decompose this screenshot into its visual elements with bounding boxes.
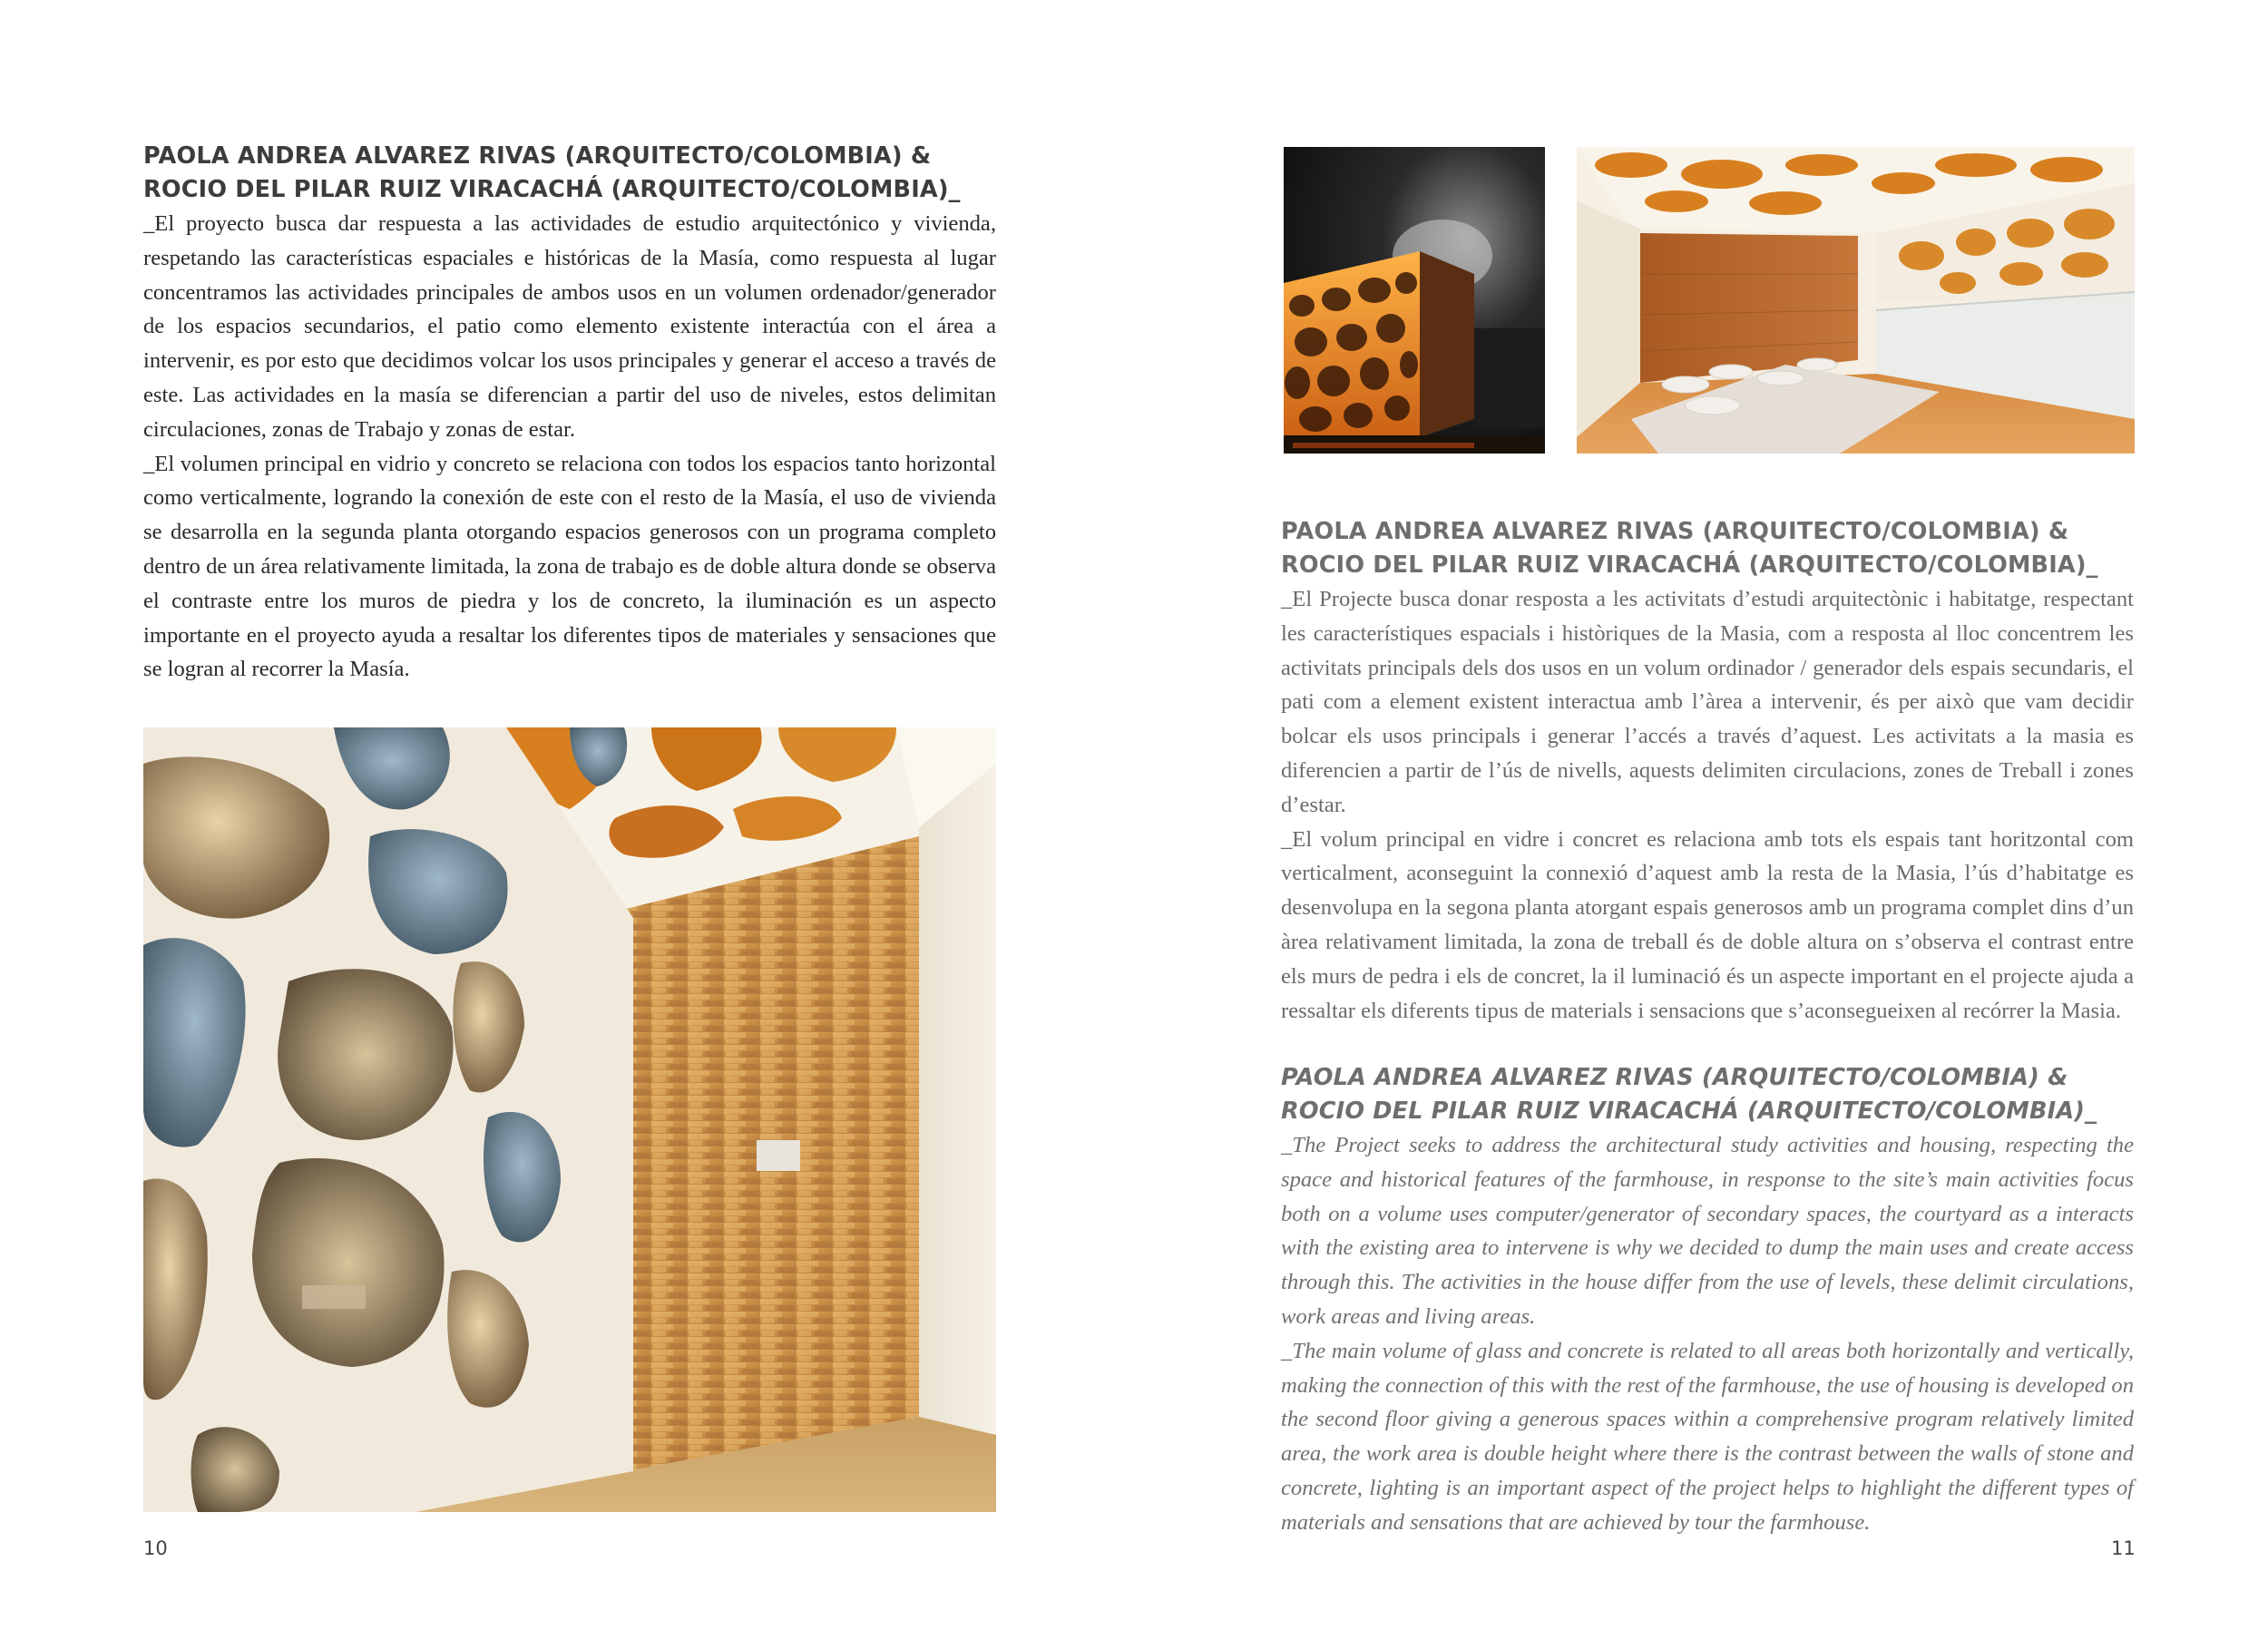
bedroom-interior-render (1577, 147, 2135, 454)
night-exterior-render (1284, 147, 1545, 454)
interior-corridor-render (143, 727, 996, 1512)
bedroom-render-illustration (1577, 147, 2135, 454)
spanish-text-block (143, 140, 996, 687)
catalan-paragraph-1: _El Projecte busca donar resposta a les activitats d’estudi arquitectònic i habitatge, respectant les característiques espacials i històriques de la Masia, com a resposta al lloc concentrem les activitats principals dels dos usos en un volum ordinador / generador dels espais secundaris, el pati com a element existent interactua amb l’àrea a intervenir, és per això que vam decidir bolcar els usos principals i generar l’accés a través d’aquest. Les activitats a la masia es diferencien a partir de l’ús de nivells, aquests delimiten circulacions, zones de Treball i zones d’estar. (1281, 587, 2134, 817)
catalan-body (1281, 582, 2134, 1028)
catalan-paragraph-2: _El volum principal en vidre i concret es relaciona amb tots els espais tant horitzontal com verticalment, aconseguint la connexió d’aquest amb la resta de la Masia, l’ús d’habitatge es desenvolupa en la segona planta atorgant espais generosos amb un programa complet dins d’un àrea relativament limitada, la zona de treball és de doble altura on s’observa el contrast entre els murs de pedra i els de concret, la il luminació és un aspecte important en el projecte ajuda a ressaltar els diferents tipus de materials i sensacions que s’aconsegueixen al recórrer la Masia. (1281, 826, 2134, 1023)
page-number-left: 10 (143, 1537, 168, 1559)
spanish-paragraph-2: _El volumen principal en vidrio y concreto se relaciona con todos los espacios tanto horizontal como verticalmente, logrando la conexión de este con el resto de la Masía, el uso de vivienda se desarrolla en la segunda planta otorgando espacios generosos con un programa completo dentro de un área relativamente limitada, la zona de trabajo es de doble altura donde se observa el contraste entre los muros de piedra y los de concreto, la iluminación es un aspecto importante en el proyecto ayuda a resaltar los diferentes tipos de materiales y sensaciones que se logran al recorrer la Masía. (143, 451, 996, 682)
spanish-heading: PAOLA ANDREA ALVAREZ RIVAS (ARQUITECTO/COLOMBIA) & ROCIO DEL PILAR RUIZ VIRACACHÁ (ARQUITECTO/COLOMBIA)_ (143, 142, 961, 203)
spanish-paragraph-1: _El proyecto busca dar respuesta a las actividades de estudio arquitectónico y vivienda, respetando las características espaciales e históricas de la Masía, como respuesta al lugar concentramos las actividades principales de ambos usos en un volumen ordenador/generador de los espacios secundarios, el patio como elemento existente interactúa con el área a intervenir, es por esto que decidimos volcar los usos principales y generar el acceso a través de este. Las actividades en la masía se diferencian a partir del uso de niveles, estos delimitan circulaciones, zonas de Trabajo y zonas de estar. (143, 211, 996, 442)
night-exterior-illustration (1284, 147, 1545, 454)
english-paragraph-1: _The Project seeks to address the architectural study activities and housing, respecting the space and historical features of the farmhouse, in response to the site’s main activities focus both on a volume uses computer/generator of secondary spaces, the courtyard as a interacts with the existing area to intervene is why we decided to dump the main uses and create access through this. The activities in the house differ from the use of levels, these delimit circulations, work areas and living areas. (1281, 1133, 2134, 1329)
english-text-block (1281, 1061, 2134, 1540)
english-heading: PAOLA ANDREA ALVAREZ RIVAS (ARQUITECTO/COLOMBIA) & ROCIO DEL PILAR RUIZ VIRACACHÁ (ARQUITECTO/COLOMBIA)_ (1281, 1064, 2097, 1125)
english-body (1281, 1128, 2134, 1540)
right-page (1134, 0, 2268, 1649)
page-number-right: 11 (2111, 1537, 2136, 1559)
corridor-render-illustration (143, 727, 996, 1512)
catalan-heading: PAOLA ANDREA ALVAREZ RIVAS (ARQUITECTO/COLOMBIA) & ROCIO DEL PILAR RUIZ VIRACACHÁ (ARQUITECTO/COLOMBIA)_ (1281, 518, 2098, 579)
english-paragraph-2: _The main volume of glass and concrete is related to all areas both horizontally and vertically, making the connection of this with the rest of the farmhouse, the use of housing is developed on the second floor giving a generous spaces within a comprehensive program relatively limited area, the work area is double height where there is the contrast between the walls of stone and concrete, lighting is an important aspect of the project helps to highlight the different types of materials and sensations that are achieved by tour the farmhouse. (1281, 1338, 2134, 1535)
spanish-body (143, 207, 996, 687)
catalan-text-block (1281, 515, 2134, 1028)
